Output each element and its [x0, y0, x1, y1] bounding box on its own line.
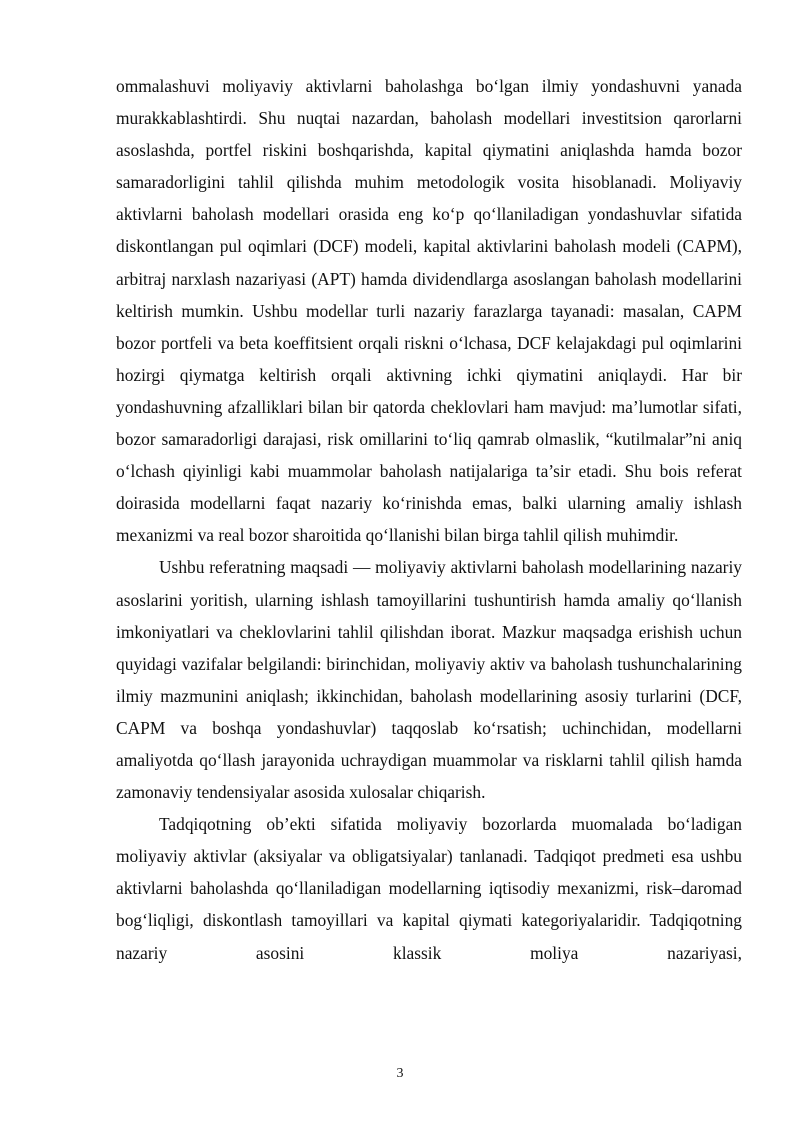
page-number: 3 — [396, 1066, 404, 1081]
body-text — [116, 70, 742, 969]
paragraph-2: Ushbu referatning maqsadi — moliyaviy aktivlarni baholash modellarining nazariy asoslarini yoritish, ularning ishlash tamoyillarini tushuntirish hamda amaliy qo‘llanish imkoniyatlari va cheklovlarini tahlil qilishdan iborat. Mazkur maqsadga erishish uchun quyidagi vazifalar belgilandi: birinchidan, moliyaviy aktiv va baholash tushunchalarining ilmiy mazmunini aniqlash; ikkinchidan, baholash modellarining asosiy turlarini (DCF, CAPM va boshqa yondashuvlar) taqqoslab ko‘rsatish; uchinchidan, modellarni amaliyotda qo‘llash jarayonida uchraydigan muammolar va risklarni tahlil qilish hamda zamonaviy tendensiyalar asosida xulosalar chiqarish. — [116, 557, 742, 803]
paragraph-3: Tadqiqotning ob’ekti sifatida moliyaviy bozorlarda muomalada bo‘ladigan moliyaviy aktivlar (aksiyalar va obligatsiyalar) tanlanadi. Tadqiqot predmeti esa ushbu aktivlarni baholashda qo‘llaniladigan modellarning iqtisodiy mexanizmi, risk–daromad bog‘liqligi, diskontlash tamoyillari va kapital qiymati kategoriyalaridir. Tadqiqotning nazariy asosini klassik moliya nazariyasi, — [116, 814, 742, 963]
paragraph-1: ommalashuvi moliyaviy aktivlarni baholashga bo‘lgan ilmiy yondashuvni yanada murakkablashtirdi. Shu nuqtai nazardan, baholash modellari investitsion qarorlarni asoslashda, portfel riskini boshqarishda, kapital qiymatini aniqlashda hamda bozor samaradorligini tahlil qilishda muhim metodologik vosita hisoblanadi. Moliyaviy aktivlarni baholash modellari orasida eng ko‘p qo‘llaniladigan yondashuvlar sifatida diskontlangan pul oqimlari (DCF) modeli, kapital aktivlarini baholash modeli (CAPM), arbitraj narxlash nazariyasi (APT) hamda dividendlarga asoslangan baholash modellarini keltirish mumkin. Ushbu modellar turli nazariy farazlarga tayanadi: masalan, CAPM bozor portfeli va beta koeffitsient orqali riskni o‘lchasa, DCF kelajakdagi pul oqimlarini hozirgi qiymatga keltirish orqali aktivning ichki qiymatini aniqlaydi. Har bir yondashuvning afzalliklari bilan bir qatorda cheklovlari ham mavjud: ma’lumotlar sifati, bozor samaradorligi darajasi, risk omillarini to‘liq qamrab olmaslik, “kutilmalar”ni aniq o‘lchash qiyinligi kabi muammolar baholash natijalariga ta’sir etadi. Shu bois referat doirasida modellarni faqat nazariy ko‘rinishda emas, balki ularning amaliy ishlash mexanizmi va real bozor sharoitida qo‘llanishi bilan birga tahlil qilish muhimdir. — [116, 76, 742, 546]
